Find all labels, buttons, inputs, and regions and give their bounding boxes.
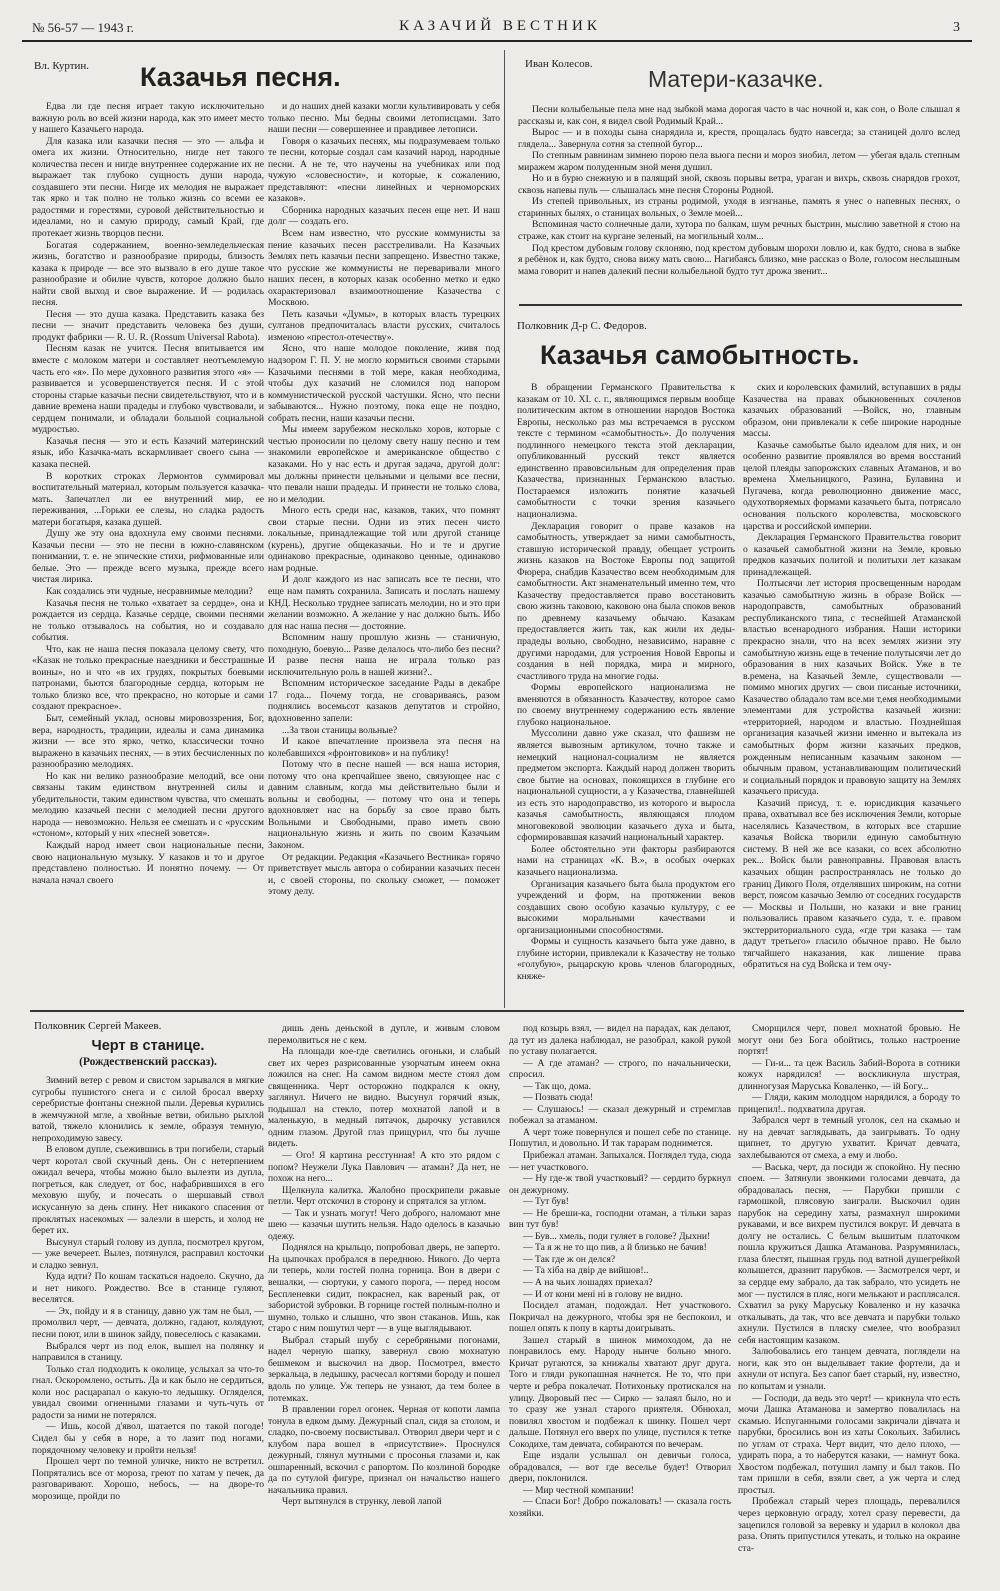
paragraph: Вспоминая часто солнечные дали, хутора по балкам, шум речных быстрин, мыслию заветной я стою на страже, как стоит на кургане зеленый, на могильный холм... [518, 219, 960, 243]
page-number: 3 [953, 20, 960, 35]
article4-column-1 [32, 1075, 264, 1586]
article4-subtitle: (Рождественский рассказ). [79, 1056, 217, 1068]
paragraph: Черт вытянулся в струнку, левой лапой [282, 1496, 442, 1508]
article3-column-1 [517, 382, 735, 1008]
paragraph: Муссолини давно уже сказал, что фашизм не является вывозным артикулом, точно также и немецкий национал-социализм не является предметом экспорта. Каждый народ должен творить свое бытие на основах, покоящихся в глубине его национальной сущности, а у Казачества, главнейшей из есть это народоправство, из которого и выросла казачья самобытность, являющаяся плодом многовековой эволюции казачьего духа и быта, сформировавшая казачий национальный характер. [517, 728, 735, 844]
paragraph: Формы европейского национализма не вменяются в обязанность Казачеству, которое само по своему внутреннему содержанию есть явление глубоко национальное. [517, 682, 735, 728]
article1-author: Вл. Куртин. [34, 60, 90, 72]
article1-column-2 [268, 101, 500, 1008]
paragraph: — Господи, да ведь это черт! — крикнула что есть мочи Дашка Атаманова и замертво повалилась на скамью. Испуганными голосами закричали дівчата и парубки, бросились вон из хаты Сокольих. Забились по углам от страха. Черт видит, что дело плохо, — удирать пора, а то наберутся казаки, — намнут бока. Хвостом подбежал, потушил лампу и был таков. По там пришли в себя, взяли свет, а уж черта и след простыл. [738, 1392, 960, 1496]
issue-number: № 56-57 — 1943 г. [32, 20, 134, 35]
paragraph: Песни колыбельные пела мне над зыбкой мама дорогая часто в час ночной и, как сон, о Воле слышал я рассказы и, как сон, я видел свой Родимый Край... [518, 104, 960, 127]
article2-author: Иван Колесов. [525, 58, 593, 70]
paragraph: Но как ни велико разнообразие мелодий, все они связаны таким единством внутренней силы и убедительности, таким единством чувства, что смешать мелодию казачьей песни с мелодией песни другого народа — невозможно. Нельзя ее смешать и с «русским «стоном», который у них «песней зовется». [32, 770, 264, 840]
paragraph: Потому что в песне нашей — вся наша история, потому что она крепчайшее звено, связующее нас с давним славным, когда мы действительно были и вольны и свободны, — потому что она и теперь вдохновляет нас на борьбу за свое право быть Вольными и Свободными, право иметь свою национальную жизнь и жить по своим Казачьим Законом. [268, 759, 500, 851]
paragraph: Быт, семейный уклад, основы мировоззрения, Бог, вера, народность, традиции, идеалы и сама динамика жизни — все это ярко, четко, классически точно выражено в казачьих песнях, — в этих бесчисленных по разнообразию мелодиях. [32, 712, 264, 771]
paragraph: ...За твои станицы вольные? [282, 724, 398, 736]
paragraph: — Ги-и... та цеж Василь Забий-Ворота в сотники кожух нарядился! — воскликнула шустрая, длинногузая Маруська Коваленко, — ій Богу... [738, 1057, 960, 1092]
paragraph: — Ну где-ж твой участковый? — сердито буркнул он дежурному. [509, 1173, 731, 1196]
paragraph: — Эх, пойду и я в станицу, давно уж там не был, — промолвил черт, — девчата, должно, гадают, колядуют, песни поют, или в шинок зайду, повеселюсь с казаками. [32, 1305, 264, 1341]
paragraph: Что, как не наша песня показала целому свету, что «Казак не только прекрасные наездники и бесстрашные воины», но и что «в их грудях, покрытых боевыми патронами, бьются благородные сердца, которым не только близко все, что прекрасно, но которые и сами создают прекрасное». [32, 643, 264, 713]
paragraph: Еще издали услышал он девичьи голоса, обрадовался, — вот где веселье будет! Отворил двери, поклонился. [509, 1450, 731, 1485]
article4-column-2 [268, 1023, 500, 1586]
paragraph: Казачья песня не только «хватает за сердце», она и рождается из сердца. Казачье сердце, своими песнями не только отзывалось на события, но и создавало события. [32, 597, 264, 644]
paragraph: — Та хіба на двір де вийшов!.. [523, 1265, 649, 1277]
paragraph: Сморщился черт, повел мохнатой бровью. Не могут они без Бога обойтись, только настроение портят! [738, 1023, 960, 1058]
paragraph: В обращении Германского Правительства к казакам от 10. XI. с. г., являющимся первым вообще политическим актом в отношении народов Востока Европы, несколько раз мы встречаемся в русском тексте с термином «самобытность». До получения подлинного немецкого текста этой декларации, опубликованный русский текст является единственно правовсильным для определения прав Казачества, признанных Германскою властью. Постараемся изложить понятие казачьей самобытности с точки зрения казачьего национализма. [517, 382, 735, 521]
paragraph: В еловом дупле, съежившись в три погибели, старый черт коротал свой скучный день. Он с нетерпением ожидал вечера, чтобы можно было вылезти из дупла, погреться, как следует, от бос, нафабрившихся в его меховую шубу, и почесать о шершавый ствол искусанную за день спину. Нет никакого спасения от проклятых насекомых — залезли в шерсть, и холод не берет их. [32, 1144, 264, 1237]
paragraph: Залюбовались его танцем девчата, поглядели на ноги, как это он выделывает такие фортели, да и ахнули от испуга. Без сапог бает старый, ну, известно, по копытам и узнали. [738, 1346, 960, 1392]
paragraph: Пробежал старый через площадь, перевалился через церковную ограду, хотел сразу перевести, да зацепился головой за веревку и ударил в колокол два раза. Опять припустился утекать, и только на окраине ста- [738, 1496, 960, 1554]
paragraph: Полтысячи лет история просвещенным народам казачью самобытную жизнь в образе Войск — народоправств, самобытных образований республиканского типа, с теснейшей Атаманской властью всенародного избрания. Наши историки прекрасно знали, что на всех землях жизни эту самобытную жизнь еще в течение полутысячи лет до образования в них казачьих Войск. Уже в те в.ремена, на Казачьей Земле, существовали — помимо многих других — свои писаные источники, Казачество обладало там все.ми т,емя необходимыми элементами для устройства казачьей жизни: «территорией, народом и властью. Позднейшая организация казачьей жизни именно и вытекала из самобытных форм жизни казачьих предков, рожденным неписанным казачьим законом — обычным правом, устанавливающим политический и социальный порядок и правовую защиту на Землях казачьего присуда. [743, 578, 961, 798]
paragraph: — И от кони мені ні в голову не видно. [523, 1288, 683, 1300]
article4-column-4 [738, 1023, 960, 1586]
article2-poem [518, 104, 960, 300]
masthead: КАЗАЧИЙ ВЕСТНИК [399, 18, 601, 34]
paragraph: Из степей привольных, из страны родимой, уходя в изгнанье, память я унес о напевных песнях, о старинных былях, о станицах вольных, о Земле моей... [518, 196, 960, 219]
paragraph: Под крестом дубовым голову склоняю, под крестом дубовым шорохи ловлю и, как будто, снова в зыбке я ребёнок и, как будто, снова вижу мать свою... Нагибаясь близко, мне рассказ о Воле, голосом неслышным мама говорит и напев далекий песни колыбельной будто тут дрожа звенит... [518, 242, 960, 277]
section-rule [30, 1010, 964, 1012]
paragraph: Организация казачьего быта была продуктом его учреждений и форм, на протяжении веков создавших свою особую казачью культуру, с ее высокими моральными качествами и организационными способностями. [517, 878, 735, 936]
article4-title: Черт в станице. [91, 1038, 205, 1054]
header-rule [22, 40, 972, 42]
paragraph: Высунул старый голову из дупла, посмотрел кругом, — уже вечереет. Вылез, потянулся, расправил косточки и сладко зевнул. [32, 1236, 264, 1271]
paragraph: — А где атаман? — строго, по начальнически, спросил. [509, 1057, 731, 1081]
article2-title: Матери-казачке. [648, 66, 824, 92]
paragraph: — Васька, черт, да посиди ж спокойно. Ну песню споем. — Затянули звонкими голосами девчата, да обрадовалась песня, — Парубки пришли с гармошкой, плясовую заиграли. Выскочил один парубок на середину хаты, размахнул широкими рукавами, и все вихрем пустился вокруг. И девчата в долгу не остались. С белым вышитым платочком пошла кружиться Дашка Атаманова. Разрумянилась, глаза блестят, пышная грудь под ватной душегрейкой колышется, дразнит парубков. — Засмотрелся черт, и за сердце ему забрало, да так забрало, что усидеть не мог — пустился в пляс, ноги мелькают и расплясался. Схватил за руку Маруську Коваленко и ну казачка откалывать, да так, что все девчата и парубки только ахнули. Пустился в пляску смелее, что вообразил себя настоящим казаком. [738, 1161, 960, 1346]
article3-author: Полковник Д-р С. Федоров. [517, 320, 647, 332]
paragraph: На площади кое-где светились огоньки, и слабый свет их через разрисованные узорчатым инеем окна ложился на снег. На самом видном месте стоял дом священника. Черт осторожно подкрался к окну, заглянул. Ничего не видно. Высунул горячий язык, подышал на стекло, потер мохнатой лапой и в маленькую, в медный пятачок, дырочку уставился одним глазом. Другой глаз прищурил, что бы лучше видеть. [268, 1046, 500, 1150]
paragraph: Прошел черт по темной уличке, никто не встретил. Попрятались все от мороза, греют по хатам у печек, да разговаривают. Хорошо, небось, — на дворе-то морозище, пройди по [32, 1456, 264, 1502]
paragraph: — Тут був! [523, 1196, 569, 1208]
paragraph: В правлении горел огонек. Черная от копоти лампа тонула в едком дыму. Дежурный спал, сидя за столом, и сладко, по-своему посвистывал. Отворил двери черт и с клубом пара вошел в «присутствие». Проснулся дежурный, глянул мутными с просонья глазами и, как ошпаренный, вскочил с рапортом. По козлиной бородке да по сутулой фигуре, признал он начальство нашего начальника правил. [268, 1404, 500, 1496]
paragraph: Каждый народ имеет свои национальные песни, свою национальную музыку. У казаков и то и другое представлено полностью. И понятно почему. — От начала начал своего [32, 840, 264, 886]
article4-author: Полковник Сергей Макеев. [34, 1020, 162, 1032]
article4-column-3 [509, 1023, 731, 1586]
paragraph: Вспомним нашу прошлую жизнь — станичную, походную, боевую... Разве делалось что-либо без песни? И разве песня наша не играла только раз исключительную роль в нашей жизни?.. [268, 632, 500, 678]
paragraph: — Ишь, косой д'явол, шатается по такой погоде! Сидел бы у себя в норе, а то лазит под ногами, порядочному человеку и пройти нельзя! [32, 1421, 264, 1456]
paragraph: Декларация говорит о праве казаков на самобытность, утверждает за ними самобытность, ставшую исторической правду, обещает устроить жизнь казаков на Востоке Европы под защитой Фюрера, снабдив Казачество всем необходимым для самобытности. Акт знаменательный именно тем, что Казачеству предоставляется право восстановить свою жизнь таковою, каковою она была споков веков по древнему казачьему обычаю. Казакам предоставляется жить так, как жили их деды-прадеды вольно, свободно, независимо, наравне с другими народами, для устроения Новой Европы и создания в ней порядка, мира и мирного, счастливого труда на многие годы. [517, 520, 735, 682]
paragraph: Петь казачьи «Думы», в которых власть турецких султанов предпочиталась власти русских, считалось изменою «престол-отечеству». [268, 308, 500, 343]
paragraph: Выбрал старый шубу с серебряными погонами, надел черную шапку, завернул свою мохнатую бешмеком и выскочил на двор. Посмотрел, вместо зеркальца, в ледышку, расчесал когтями бороду и пошел вдоль по улице. Уж теперь не узнают, да тем более в потемках. [268, 1334, 500, 1404]
paragraph: От редакции. Редакция «Казачьего Вестника» горячо приветствует мысль автора о собирании казачьих песен и, с своей стороны, по скольку сможет, — поможет этому делу. [268, 851, 500, 898]
paragraph: И долг каждого из нас записать все те песни, что еще нам память сохранила. Записать и послать нашему КНД. Несколько труднее записать мелодии, но и это при желании возможно. А желание у нас должно быть. Ибо для нас наша песня — достояние. [268, 574, 500, 632]
paragraph: Песням казак не учится. Песня впитывается им вместе с молоком матери и составляет неотъемлемую часть его «я». По мере духовного развития этого «я» — развивается и усовершенствуется песня. И с этой стороны старые казачьи песни свидетельствуют, что и в давние времена наши прадеды и глубоко чувствовали, и сердцем понимали, и обладали большой социальной мудростью. [32, 343, 264, 436]
paragraph: Как создались эти чудные, несравнимые мелодии? [46, 585, 253, 597]
vertical-rule [504, 50, 505, 1008]
paragraph: Едва ли где песня играет такую исключительно важную роль во всей жизни народа, как это имеет место у нашего Казачьего народа. [32, 101, 264, 136]
paragraph: Куда идти? По кошам таскаться надоело. Скучно, да и нет никого. Рождество. Все в станице гуляют, веселятся. [32, 1271, 264, 1306]
paragraph: дишь день деньской в дупле, и живым словом перемолвиться не с кем. [268, 1023, 500, 1046]
paragraph: — Так що, дома. [523, 1080, 592, 1092]
paragraph: Поднялся на крыльцо, попробовал дверь, не заперто. На цыпочках пробрался в переднюю. Никого. До черта ли теперь, коли гостей полна горница. Вон в двери с вешалки, — сюртуки, у самого порога, — перед носом Беспленевки сидит, покраснел, как вареный рак, от забористой зубровки. В горнице гостей полным-полно и шумно, только и слышно, что звон стаканов. Ишь, как старо с ним пошутил черт — в уще выглядывают. [268, 1242, 500, 1335]
paragraph: — Позвать сюда! [523, 1092, 594, 1104]
paragraph: Всем нам известно, что русские коммунисты за пение казачьих песен расстреливали. На Казачьих Землях петь казачьи песни запрещено. Известно также, что русские же коммунисты не переваривали много наших песен, в которых казак особенно метко и едко охарактеризовал взаимоотношение Казачества с Москвою. [268, 228, 500, 309]
paragraph: — Ого! Я картина ресстунная! А кто это рядом с попом? Неужели Лука Павлович — атаман? Да нет, не похож на него... [268, 1150, 500, 1185]
paragraph: Более обстоятельно эти факторы разбираются нами на страницах «К. В.», в особых очерках казачьего национализма. [517, 843, 735, 878]
paragraph: — Мир честной компании! [523, 1484, 634, 1496]
paragraph: — Був... хмель, поди гуляет в голове? Дыхни! [523, 1230, 711, 1242]
paragraph: — Так где ж он делся? [523, 1253, 616, 1265]
paragraph: Посидел атаман, подождал. Нет участкового. Покричал на дежурного, чтобы зря не беспокоил, и пошел опять к попу в карты доигрывать. [509, 1300, 731, 1335]
paragraph: Но и в бурю снежную и в палящий зной, сквозь порывы ветра, ураган и вихрь, сквозь снарядов грохот, сквозь напевы пуль — слышалась мне песня Стороны Родной. [518, 173, 960, 196]
paragraph: Вспомним историческое заседание Рады в декабре 17 года... Почему тогда, не сговариваясь, разом поднялись восемьсот казаков депутатов и стройно, вдохновенно запели: [268, 678, 500, 724]
paragraph: Выбрался черт из под елок, вышел на полянку и направился в станицу. [32, 1340, 264, 1364]
paragraph: Щелкнула калитка. Жалобно проскрипели ржавые петли. Черт отскочил в сторону и спрятался за углом. [268, 1184, 500, 1208]
paragraph: Сборника народных казачьих песен еще нет. И наш долг — создать его. [268, 204, 500, 228]
paragraph: В коротких строках Лермонтов суммировал воспитательный материал, которым пользуется казачка-мать. Запечатлел ли ее внутренний мир, ее переживания, ...Горьки ее слезы, но сладка радость матери богатыря, казака душей. [32, 470, 264, 528]
paragraph: Песня — это душа казака. Представить казака без песни — значит представить человека без души, продукт фабрики — R. U. R. (Rossum Universal Rabota). [32, 308, 264, 343]
paragraph: Мы имеем зарубежом несколько хоров, которые с честью проносили по целому свету нашу песню и тем знакомили европейское и американское общество с казаками. Но у нас есть и другая задача, другой долг: мы должны принести цельными и целыми все песни, что певали наши прадеды. И принести не только слова, но и мелодии. [268, 424, 500, 505]
article1-column-1 [32, 101, 264, 1008]
paragraph: Ясно, что наше молодое поколение, живя под надзором Г. П. У. не могло кормиться своими старыми Казачьими песнями в той мере, какая необходима, чтобы дух казачий не сломился под напором коммунистической русской частушки. Ясно, что песни забываются... Нужно поэтому, пока еще не поздно, собрать песни, наши казачьи песни. [268, 343, 500, 424]
paragraph: Формы и сущность казачьего быта уже давно, в глубине истории, привлекали к Казачеству не только «голубую», рыцарскую кровь членов благородных, княже- [517, 936, 735, 982]
paragraph: Зашел старый в шинок мимоходом, да не понравилось ему. Народу нынче больно много. Кричат ругаются, за книжалы хватают друг друга. Того и гляди рукопашная начнется. Не то, что при черте и ребра покалечат. Потихоньку протискался на улицу. Дворовый пес — Сирко — залаял было, но и то сразу же узнал старого приятеля. Обнюхал, повилял хвостом и подбежал к шинку. Пошел черт дальше. Потянул его вверх по улице, пустился к тетке Сокодихе, там девчата, собираются по вечерам. [509, 1334, 731, 1450]
paragraph: Вырос — и в походы сына снарядила и, крестя, прощалась будто навсегда; за станицей долго вслед глядела... Завернула сотня за степной бугор... [518, 127, 960, 150]
article3-title: Казачья самобытность. [540, 340, 860, 370]
paragraph: — Слушаюсь! — сказал дежурный и стремглав побежал за атаманом. [509, 1103, 731, 1127]
article3-column-2 [743, 382, 961, 1008]
paragraph: Для казака или казачки песня — это — альфа и омега их жизни. Относительно, нигде нет такого количества песен и нигде внутреннее содержание их не выражает так глубоко сущность души народа, создавшего эти песни. Нигде их мелодия не выражает так ярко и так полно не только жизнь со всеми ее радостями и горестями, суровой действительностью и идеалами, но и самую природу, самый Край, где протекает жизнь творцов песни. [32, 135, 264, 240]
article2-rule [519, 304, 962, 306]
paragraph: — Так и узнать могут! Чего доброго, наломают мне шею — казачьи шутить нельзя. Надо оделось в казачью одежу. [268, 1207, 500, 1242]
paragraph: Много есть среди нас, казаков, таких, что помнят свои старые песни. Одни из этих песен чисто локальные, принадлежащие той или другой станице (курень), другие общеказачьи. Но и те и другие одинаково прекрасные, одинаково ценные, одинаково нам родные. [268, 505, 500, 574]
paragraph: Душу же эту она вдохнула ему своими песнями. Казачьи песни — это не песни в южно-славянском понимании, т. е. не эпические стихи, рифмованные или белые. Это — прежде всего музыка, прежде всего чистая лирика. [32, 528, 264, 586]
paragraph: Казачья песня — это и есть Казачий материнский язык, ибо Казачка-мать вскармливает своего сына — казака песней. [32, 435, 264, 470]
paragraph: Казачье самобытье было идеалом для них, и он особенно развитие проявлялся во время восстаний целой плеяды запорожских славных Атаманов, и во времена Хмельницкого, Разина, Булавина и Пугачева, когда революционно движение масс, одухотворяемых формами казачьего быта, потрясало основания польского королевства, московского царства и российской империи. [743, 439, 961, 532]
paragraph: Зимний ветер с ревом и свистом зарывался в мягкие сугробы пушистого снега и с силой бросал вверху серебристые фонтаны снежной пыли. Деревья курились в жемчужной мгле, а хвойные ветви, обильно рыхлой ватой, тяжело клонились к земле, образуя темную, непроходимую завесу. [32, 1075, 264, 1144]
paragraph: — А на чьих лошадях приехал? [523, 1277, 653, 1289]
paragraph: — Спаси Бог! Добро пожаловать! — сказала гость хозяйки. [509, 1496, 731, 1519]
paragraph: — Та я ж не то що пив, а й близько не бачив! [523, 1242, 707, 1254]
paragraph: под козырь взял, — видел на парадах, как делают, да тут из далека наблюдал, не разобрал, какой рукой по уставу полагается. [509, 1023, 731, 1058]
paragraph: ских и королевских фамилий, вступавших в ряды Казачества на правах обыкновенных сочленов казачьих образований —Войск, но, главным образом, они привлекали к себе широкие народные массы. [743, 382, 961, 440]
paragraph: По степным равнинам зимнею порою пела вьюга песни и мороз знобил, летом — убегая вдаль степным миражем жаром полуденным зной меня душил. [518, 150, 960, 173]
paragraph: Казачий присуд, т. е. юрисдикция казачьего права, охватывал все без исключения Земли, которые населялись Казачеством, в которых все старшие казачья Войска творили единую самобытную систему. В ней же все казаки, со всех абсолютно рек... Войск были равноправны. Правовая власть казачьих общин распространялась не только до границ Дикого Поля, отделявших широким, на сотни верст, поясом казачью Землю от соседних государств — Москвы и Польши, но казаки и вне границ пользовались правом казачьего суда, т. е. правом экстерриториального суда, «где три казака — там дадут третьего» гласило обычное право. Не было тягчайшего наказания, как лишение права обратиться на суд Войска и тем очу- [743, 797, 961, 971]
article1-title: Казачья песня. [140, 62, 341, 92]
paragraph: — Не бреши-ка, господни отаман, а тільки зараз вин тут був! [509, 1207, 731, 1231]
paragraph: и до наших дней казаки могли культивировать у себя только песню. Мы бедны своими летописцами. Зато наши песни — совершеннее и правдивее летописи. [268, 101, 500, 136]
paragraph: Декларация Германского Правительства говорит о казачьей самобытной жизни на Земле, кровью предков казачьих политой и политыхи лет казакам принадлежащей. [743, 532, 961, 578]
paragraph: Богатая содержанием, военно-земледельческая жизнь, богатство и разнообразие природы, близость казака к природе — все это вызвало в его душе такое разнообразие и обилие чувств, которое должно было найти свой выход и свое выражение. И — родилась песня. [32, 239, 264, 309]
paragraph: Забрался черт в темный уголок, сел на скамью и ну на девчат заглядывать, да заигрывать. То одну щипнет, то другую ухватит. Кричат девчата, захлебываются от смеха, а ему и любо. [738, 1115, 960, 1162]
paragraph: И какое впечатление произвела эта песня на колебавшихся «фронтовиков» и на публику! [268, 736, 500, 759]
paragraph: Говоря о казачьих песнях, мы подразумеваем только те песни, которые создал сам казачий народ, народные песни. А не те, что научены на учебниках или под чужую «словесности», и которые, к сожалению, представляют: «песни линейных и черноморских казаков». [268, 135, 500, 205]
paragraph: — Гляди, каким молодцом нарядился, а бороду то прицепил!.. подхватила другая. [738, 1092, 960, 1115]
paragraph: А черт тоже повернулся и пошел себе по станице. Пошутил, и довольно. И так тарарам поднимется. [509, 1126, 731, 1150]
paragraph: Прибежал атаман. Запыхался. Поглядел туда, сюда — нет участкового. [509, 1150, 731, 1173]
paragraph: Только стал подходить к околице, услыхал за что-то гнал. Оскоромлено, остыть. Да и как было не сердиться, коли нос расцарапал о какую-то ледышку. Огляделся, увидал своими огненными глазами и чуть-чуть от радости за ними не потерялся. [32, 1363, 264, 1421]
page-header [0, 0, 1000, 42]
